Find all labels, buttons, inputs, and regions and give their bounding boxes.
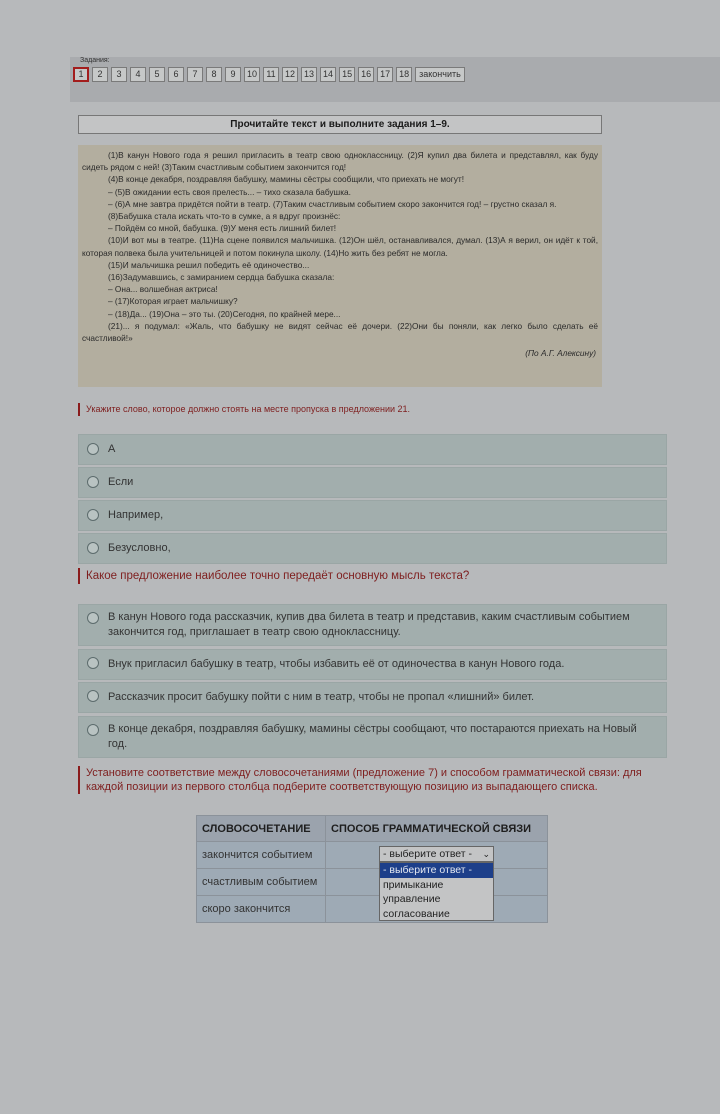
task-button[interactable]: 8 [206, 67, 222, 82]
table-row [197, 896, 548, 923]
radio-button[interactable] [87, 542, 99, 554]
task-button[interactable]: 6 [168, 67, 184, 82]
option-label: Например, [108, 509, 164, 521]
task-button[interactable]: 14 [320, 67, 336, 82]
text-paragraph: (4)В конце декабря, поздравляя бабушку, мамины сёстры сообщили, что приехать не могут! [108, 174, 464, 185]
text-paragraph: – (18)Да... (19)Она – это ты. (20)Сегодня, по крайней мере... [108, 308, 341, 319]
answer-option[interactable] [78, 604, 667, 646]
reading-text [78, 145, 602, 387]
task-button[interactable]: 15 [339, 67, 355, 82]
text-paragraph: (16)Задумавшись, с замиранием сердца бабушка сказала: [108, 272, 335, 283]
answer-option[interactable] [78, 649, 667, 680]
answer-option[interactable] [78, 682, 667, 713]
option-label: Рассказчик просит бабушку пойти с ним в театр, чтобы не пропал «лишний» билет. [108, 691, 535, 703]
radio-button[interactable] [87, 443, 99, 455]
answer-option[interactable] [78, 716, 667, 758]
answer-option[interactable] [78, 434, 667, 465]
task-button[interactable]: 11 [263, 67, 279, 82]
option-label: А [108, 443, 116, 455]
answer-option[interactable] [78, 500, 667, 531]
reading-author: (По А.Г. Алексину) [525, 348, 596, 359]
finish-button[interactable]: закончить [415, 67, 465, 82]
answer-select-value: - выберите ответ - [383, 848, 473, 860]
text-paragraph: (1)В канун Нового года я решил пригласить в театр свою одноклассницу. (2)Я купил два билета и представлял, как буду сидеть рядом с ней! (3)Таким счастливым событием закончится год! [82, 150, 598, 173]
task-nav [73, 67, 465, 82]
dropdown-option[interactable]: примыкание [383, 878, 444, 891]
col-header-link-type: СПОСОБ ГРАММАТИЧЕСКОЙ СВЯЗИ [326, 816, 548, 842]
task-button[interactable]: 3 [111, 67, 127, 82]
text-paragraph: (8)Бабушка стала искать что-то в сумке, а я вдруг произнёс: [108, 211, 341, 222]
text-paragraph: – Пойдём со мной, бабушка. (9)У меня есть лишний билет! [108, 223, 337, 234]
text-paragraph: (15)И мальчишка решил победить её одиночество... [108, 259, 310, 270]
task-button[interactable]: 12 [282, 67, 298, 82]
option-label: Если [108, 476, 134, 488]
dropdown-option[interactable]: - выберите ответ - [380, 863, 493, 878]
phrase-cell: счастливым событием [197, 869, 326, 896]
table-row [197, 842, 548, 869]
question-1-text: Укажите слово, которое должно стоять на месте пропуска в предложении 21. [78, 403, 410, 416]
radio-button[interactable] [87, 657, 99, 669]
match-table [196, 815, 548, 923]
task-button[interactable]: 5 [149, 67, 165, 82]
question-3-text: Установите соответствие между словосочетаниями (предложение 7) и способом грамматической связи: для каждой позиции из первого столбца подберите соответствующую позицию из выпадающего списка. [78, 766, 678, 794]
option-label: Безусловно, [108, 542, 171, 554]
radio-button[interactable] [87, 690, 99, 702]
tasks-label: Задания: [80, 57, 110, 64]
radio-button[interactable] [87, 612, 99, 624]
radio-button[interactable] [87, 724, 99, 736]
text-paragraph: (21)... я подумал: «Жаль, что бабушку не видят сейчас её дочери. (22)Они бы поняли, как легко было сделать её счастливой!» [82, 320, 598, 344]
task-button[interactable]: 1 [73, 67, 89, 82]
question-2-text: Какое предложение наиболее точно передаёт основную мысль текста? [78, 568, 469, 584]
text-paragraph: – (5)В ожидании есть своя прелесть... – тихо сказала бабушка. [108, 186, 351, 197]
text-paragraph: – (6)А мне завтра придётся пойти в театр. (7)Таким счастливым событием скоро закончится год! – грустно сказал я. [108, 198, 557, 209]
text-paragraph: – (17)Которая играет мальчишку? [108, 296, 238, 307]
task-button[interactable]: 9 [225, 67, 241, 82]
chevron-down-icon: ⌄ [482, 849, 490, 859]
col-header-phrase: СЛОВОСОЧЕТАНИЕ [197, 816, 326, 842]
phrase-cell: закончится событием [197, 842, 326, 869]
option-label: Внук пригласил бабушку в театр, чтобы избавить её от одиночества в канун Нового года. [108, 658, 565, 670]
task-button[interactable]: 2 [92, 67, 108, 82]
task-button[interactable]: 13 [301, 67, 317, 82]
phrase-cell: скоро закончится [197, 896, 326, 923]
answer-option[interactable] [78, 467, 667, 498]
option-label: В конце декабря, поздравляя бабушку, мамины сёстры сообщают, что постараются приехать на Новый год. [108, 723, 637, 750]
radio-button[interactable] [87, 476, 99, 488]
dropdown-option[interactable]: управление [383, 893, 441, 905]
task-button[interactable]: 10 [244, 67, 260, 82]
task-button[interactable]: 7 [187, 67, 203, 82]
radio-button[interactable] [87, 509, 99, 521]
text-paragraph: (10)И вот мы в театре. (11)На сцене появился мальчишка. (12)Он шёл, останавливался, думал. (13)А я верил, он идёт к той, которая полвека была учительницей и потом покинула школу. (14)Но жить без ребят не могла. [82, 235, 598, 258]
answer-dropdown-list [379, 862, 494, 921]
task-button[interactable]: 18 [396, 67, 412, 82]
option-label: В канун Нового года рассказчик, купив два билета в театр и представив, каким счастливым событием закончится год, приглашает в театр свою одноклассницу. [108, 611, 630, 638]
text-paragraph: – Она... волшебная актриса! [108, 284, 218, 295]
table-row [197, 869, 548, 896]
task-button[interactable]: 17 [377, 67, 393, 82]
reading-header: Прочитайте текст и выполните задания 1–9. [78, 115, 602, 134]
answer-option[interactable] [78, 533, 667, 564]
task-button[interactable]: 4 [130, 67, 146, 82]
task-button[interactable]: 16 [358, 67, 374, 82]
answer-select[interactable] [379, 846, 494, 862]
dropdown-option[interactable]: согласование [383, 907, 450, 920]
